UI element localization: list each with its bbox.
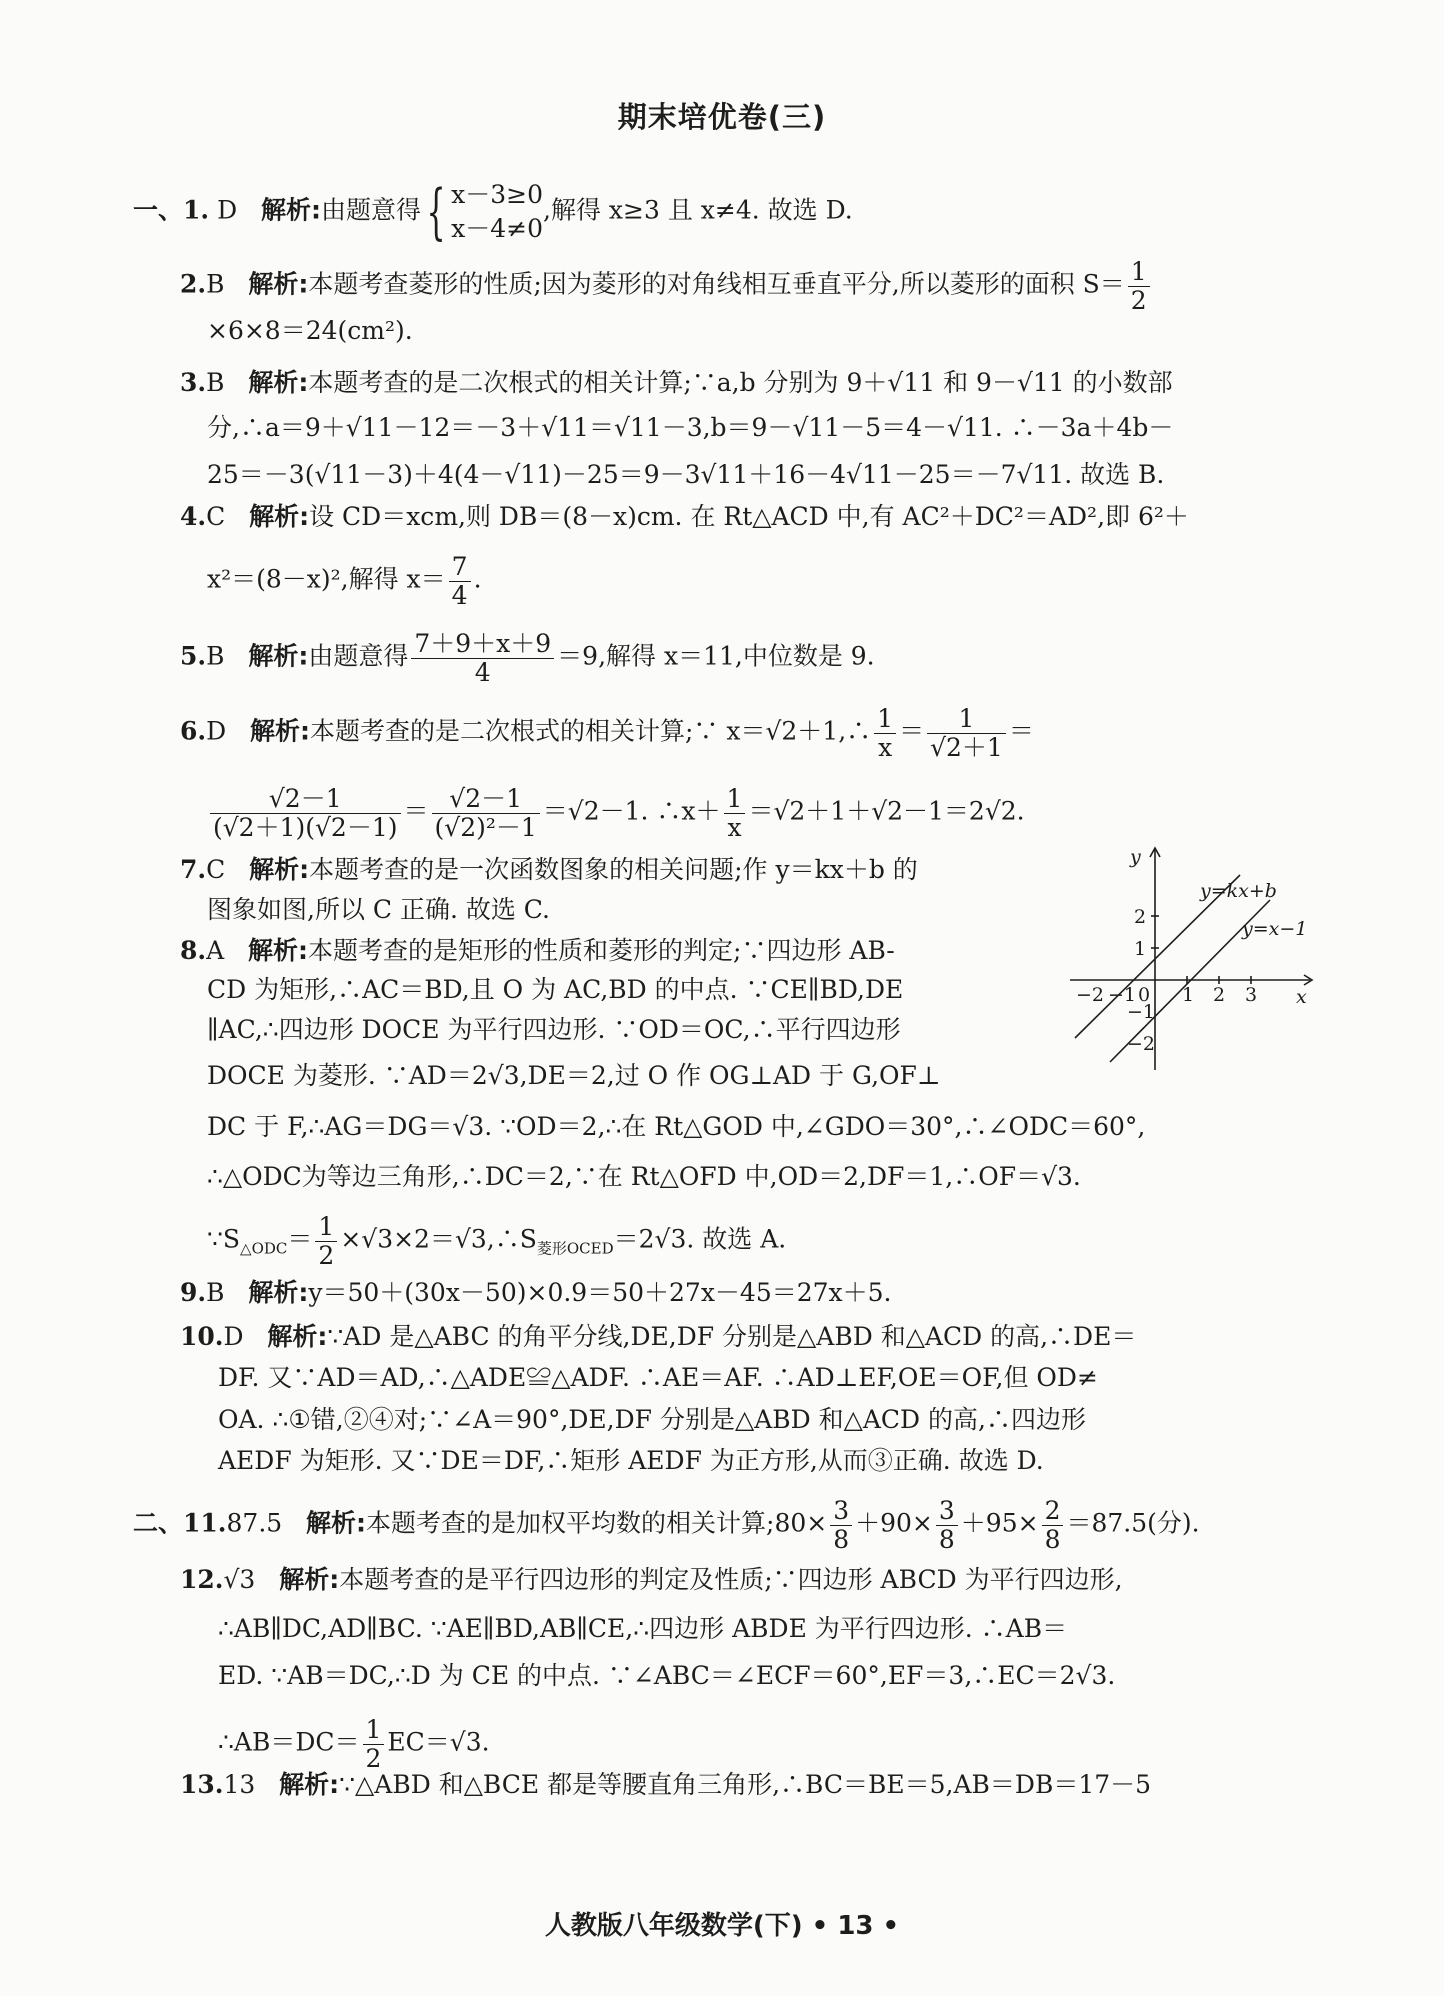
fraction [830,1497,852,1553]
q8-line7 [207,1213,786,1269]
text: 本题考查的是二次根式的相关计算;∵ x＝√2＋1,∴ [310,716,872,746]
q-number: 1. [183,195,210,225]
text: ,解得 x≥3 且 x≠4. 故选 D. [543,195,853,225]
q-answer: C [206,502,226,531]
text: 本题考查菱形的性质;因为菱形的对角线相互垂直平分,所以菱形的面积 S＝ [308,269,1125,299]
fraction [411,630,554,686]
q-number: 12. [180,1565,224,1594]
line2-label: y=x−1 [1242,918,1308,940]
q-number: 6. [180,716,207,746]
text: x²＝(8－x)²,解得 x＝ [207,564,446,594]
fraction [936,1497,958,1553]
text: x－4≠0 [451,214,544,243]
fraction [432,785,540,841]
numerator: √2－1 [210,785,401,814]
q8-line4: DOCE 为菱形. ∵AD＝2√3,DE＝2,过 O 作 OG⊥AD 于 G,OF⊥ [207,1061,941,1090]
q-number: 9. [180,1278,207,1307]
text: 本题考查的是一次函数图象的相关问题;作 y＝kx＋b 的 [309,855,918,884]
text: ＝√2－1. ∴x＋ [542,796,721,826]
tick-label: 0 [1138,984,1151,1006]
fraction [363,1716,385,1772]
q-number: 5. [180,641,207,671]
q7 [180,853,918,887]
text: 本题考查的是矩形的性质和菱形的判定;∵四边形 AB- [308,936,895,965]
denominator: √2＋1 [930,732,1003,762]
q7-line2: 图象如图,所以 C 正确. 故选 C. [207,895,550,924]
text: ＝ [287,1224,313,1254]
numerator: 1 [315,1213,337,1242]
q4-line2 [207,553,482,609]
numerator: 1 [927,705,1006,734]
numerator: 1 [363,1716,385,1745]
numerator: 3 [936,1497,958,1526]
q-number: 4. [180,502,207,531]
section-label: 一、 [133,195,184,225]
fraction [1042,1497,1064,1553]
text: 设 CD＝xcm,则 DB＝(8－x)cm. 在 Rt△ACD 中,有 AC²＋DC²＝AD²,即 6²＋ [309,502,1189,531]
text: x－3≥0 [451,180,544,209]
q-number: 7. [180,855,207,884]
linear-function-graph [1070,845,1320,1070]
q-answer: D [206,716,227,746]
denominator: 4 [451,580,468,610]
q12-line2: ∴AB∥DC,AD∥BC. ∵AE∥BD,AB∥CE,∴四边形 ABDE 为平行四边形. ∴AB＝ [218,1614,1068,1643]
jiexi-label: 解析: [248,641,309,671]
jiexi-label: 解析: [248,936,309,965]
q-answer: B [206,1278,225,1307]
q8-line3: ∥AC,∴四边形 DOCE 为平行四边形. ∵OD＝OC,∴平行四边形 [207,1015,901,1044]
text: ＝√2＋1＋√2－1＝2√2. [748,796,1025,826]
text: ∵△ABD 和△BCE 都是等腰直角三角形,∴BC＝BE＝5,AB＝DB＝17－5 [339,1770,1152,1799]
q12-line3: ED. ∵AB＝DC,∴D 为 CE 的中点. ∵∠ABC＝∠ECF＝60°,EF＝3,∴EC＝2√3. [218,1661,1116,1690]
inequality-system [451,178,543,246]
q6-line2: $\frac{√2-1}{(√2+1)(√2-1)}$ ＝ $\frac{√2-1}{\text{(√2)²－1}}$ ＝√2－1. ∴x＋ $\frac{1}{x}$ ＝√2＋1＋√2－1＝2√2. [207,785,1025,841]
denominator: 2 [365,1743,382,1773]
q-answer: 87.5 [226,1508,283,1538]
text: 由题意得 [308,641,409,671]
q-answer: D [217,195,238,225]
numerator: 2 [1042,1497,1064,1526]
jiexi-label: 解析: [279,1770,340,1799]
subscript: △ODC [240,1239,288,1258]
q-number: 13. [180,1770,224,1799]
text: ＋95× [960,1508,1039,1538]
fraction [724,785,746,841]
q-answer: B [206,269,225,299]
tick-label: 2 [1213,984,1226,1006]
text: ×√3×2＝√3,∴S [340,1224,537,1254]
text: ＝87.5(分). [1066,1508,1200,1538]
q5 [180,630,875,686]
q12-line4 [218,1716,490,1772]
q2-line2: ×6×8＝24(cm²). [207,316,413,345]
text: ＝ [1008,716,1034,746]
q8 [180,934,895,968]
tick-label: −2 [1076,984,1105,1006]
text: 由题意得 [320,195,421,225]
q-answer: B [206,641,225,671]
q2 [180,258,1153,314]
y-axis-label: y [1130,846,1141,868]
q-answer: A [206,936,225,965]
jiexi-label: 解析: [249,502,310,531]
brace: { [426,177,446,247]
q3-line2: 分,∴a＝9＋√11－12＝－3＋√11＝√11－3,b＝9－√11－5＝4－√11. ∴－3a＋4b－ [207,413,1174,442]
tick-label: 1 [1182,984,1195,1006]
q1 [133,178,853,246]
jiexi-label: 解析: [248,1278,309,1307]
line1-label: y=kx+b [1200,880,1277,902]
q11 [133,1497,1200,1553]
q3-line3: 25＝－3(√11－3)＋4(4－√11)－25＝9－3√11＋16－4√11－25＝－7√11. 故选 B. [207,460,1165,489]
denominator: 8 [938,1524,955,1554]
q-number: 10. [180,1322,224,1351]
tick-label: 3 [1245,984,1258,1006]
q4 [180,500,1189,534]
text: 本题考查的是平行四边形的判定及性质;∵四边形 ABCD 为平行四边形, [339,1565,1123,1594]
q12 [180,1563,1123,1597]
jiexi-label: 解析: [306,1508,367,1538]
q-number: 11. [183,1508,227,1538]
tick-label: −1 [1108,984,1137,1006]
numerator: 7＋9＋x＋9 [411,630,554,659]
text: ＝2√3. 故选 A. [613,1224,787,1254]
q-number: 8. [180,936,207,965]
fraction [315,1213,337,1269]
denominator: 8 [1044,1524,1061,1554]
numerator: 1 [1128,258,1150,287]
jiexi-label: 解析: [279,1565,340,1594]
text: 本题考查的是二次根式的相关计算;∵a,b 分别为 9＋√11 和 9－√11 的小数部 [308,368,1173,397]
jiexi-label: 解析: [260,195,321,225]
page-title: 期末培优卷(三) [617,100,827,134]
tick-label: 2 [1134,906,1147,928]
fraction [1128,258,1150,314]
q-answer: D [223,1322,244,1351]
text: ∵S [207,1224,241,1254]
jiexi-label: 解析: [248,368,309,397]
jiexi-label: 解析: [249,855,310,884]
q10 [180,1320,1136,1354]
jiexi-label: 解析: [250,716,310,746]
q8-line2: CD 为矩形,∴AC＝BD,且 O 为 AC,BD 的中点. ∵CE∥BD,DE [207,975,904,1004]
q10-line2: DF. 又∵AD＝AD,∴△ADE≌△ADF. ∴AE＝AF. ∴AD⊥EF,OE＝OF,但 OD≠ [218,1363,1098,1392]
fraction [927,705,1006,761]
q13 [180,1768,1151,1802]
text: ∴AB＝DC＝ [218,1727,360,1757]
text: ＝ [899,716,925,746]
fraction [874,705,896,761]
text: ＝9,解得 x＝11,中位数是 9. [557,641,875,671]
denominator: 2 [1130,285,1147,315]
denominator: x [878,732,893,762]
denominator: 2 [318,1240,335,1270]
q9 [180,1276,892,1310]
numerator: 1 [724,785,746,814]
q10-line3: OA. ∴①错,②④对;∵∠A＝90°,DE,DF 分别是△ABD 和△ACD 的高,∴四边形 [218,1405,1086,1434]
q8-line5: DC 于 F,∴AG＝DG＝√3. ∵OD＝2,∴在 Rt△GOD 中,∠GDO＝30°,∴∠ODC＝60°, [207,1112,1146,1141]
text: 本题考查的是加权平均数的相关计算;80× [366,1508,828,1538]
q10-line4: AEDF 为矩形. 又∵DE＝DF,∴矩形 AEDF 为正方形,从而③正确. 故选 D. [218,1446,1044,1475]
tick-label: −2 [1127,1033,1156,1055]
section-label: 二、 [133,1508,184,1538]
page-footer: 人教版八年级数学(下) • 13 • [544,1911,900,1941]
numerator: 7 [449,553,471,582]
tick-label: −1 [1127,1001,1156,1023]
q3 [180,366,1173,400]
q-number: 2. [180,269,207,299]
fraction [449,553,471,609]
q-answer: B [206,368,225,397]
denominator: 4 [474,657,491,687]
text: . [473,564,482,594]
q6 [180,705,1034,761]
fraction [210,785,401,841]
numerator: 1 [874,705,896,734]
q-answer: √3 [223,1565,256,1594]
x-axis-label: x [1296,986,1307,1008]
text: ＋90× [855,1508,933,1538]
q-answer: C [206,855,226,884]
numerator: 3 [830,1497,852,1526]
q-number: 3. [180,368,207,397]
tick-label: 1 [1134,938,1147,960]
text: y＝50＋(30x－50)×0.9＝50＋27x－45＝27x＋5. [308,1278,892,1307]
text: ∵AD 是△ABC 的角平分线,DE,DF 分别是△ABD 和△ACD 的高,∴DE＝ [327,1322,1137,1351]
denominator: (√2)²－1 [434,812,537,842]
subscript: 菱形OCED [536,1239,614,1258]
numerator: √2－1 [432,785,540,814]
jiexi-label: 解析: [267,1322,328,1351]
q-answer: 13 [223,1770,256,1799]
denominator: 8 [833,1524,850,1554]
jiexi-label: 解析: [248,269,309,299]
denominator: (√2＋1)(√2－1) [213,812,398,842]
text: EC＝√3. [387,1727,490,1757]
q8-line6: ∴△ODC为等边三角形,∴DC＝2,∵在 Rt△OFD 中,OD＝2,DF＝1,∴OF＝√3. [207,1162,1081,1191]
denominator: x [727,812,742,842]
